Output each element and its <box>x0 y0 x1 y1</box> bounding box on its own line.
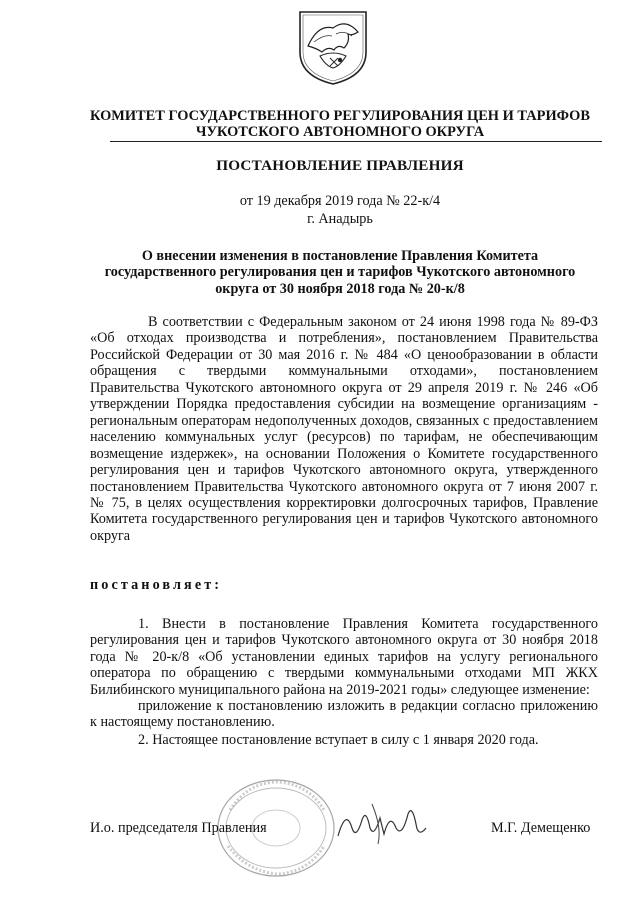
resolution-items <box>90 616 598 748</box>
signer-name: М.Г. Демещенко <box>491 820 591 836</box>
organization-name <box>80 108 600 140</box>
header-divider <box>110 141 602 142</box>
item-1: 1. Внести в постановление Правления Комитета государственного регулирования цен и тарифов Чукотского автономного округа от 30 ноября 2018 года № 20-к/8 «Об установлении единых тарифов на услугу регионального оператора по обращению с твердыми коммунальными отходами МП ЖКХ Билибинского муниципального района на 2019-2021 годы» следующее изменение: <box>90 616 598 698</box>
preamble-paragraph: В соответствии с Федеральным законом от 24 июня 1998 года № 89-ФЗ «Об отходах производства и потребления», постановлением Правительства Российской Федерации от 30 мая 2016 г. № 484 «О ценообразовании в области обращения с твердыми коммунальными отходами», постановлением Правительства Чукотского автономного округа от 29 апреля 2019 г. № 246 «Об утверждении Порядка предоставления субсидии на возмещение организациям - региональным операторам недополученных доходов, связанных с предоставлением населению коммунальных услуг (ресурсов) по тарифам, не обеспечивающим возмещение издержек», на основании Положения о Комитете государственного регулирования цен и тарифов Чукотского автономного округа, утвержденного постановлением Правительства Чукотского автономного округа от 7 июня 2007 г. № 75, в целях осуществления корректировки долгосрочных тарифов, Правление Комитета государственного регулирования цен и тарифов Чукотского автономного округа <box>90 314 598 544</box>
subject-line-3: округа от 30 ноября 2018 года № 20-к/8 <box>215 280 465 297</box>
chukotka-coat-of-arms-icon <box>294 6 372 86</box>
preamble-block <box>90 314 598 544</box>
document-city: г. Анадырь <box>307 211 373 227</box>
document-type: ПОСТАНОВЛЕНИЕ ПРАВЛЕНИЯ <box>216 157 464 174</box>
item-2: 2. Настоящее постановление вступает в силу с 1 января 2020 года. <box>138 731 539 748</box>
subject-line-2: государственного регулирования цен и тарифов Чукотского автономного <box>104 264 576 281</box>
organization-line-2: ЧУКОТСКОГО АВТОНОМНОГО ОКРУГА <box>195 124 485 140</box>
resolves-heading: постановляет: <box>90 577 223 593</box>
subject-line-1: О внесении изменения в постановление Правления Комитета <box>141 248 539 264</box>
document-date-number: от 19 декабря 2019 года № 22-к/4 <box>239 193 441 209</box>
document-subject <box>80 248 600 297</box>
signer-title: И.о. председателя Правления <box>90 820 267 836</box>
handwritten-signature-icon <box>332 798 432 848</box>
item-1-change: приложение к постановлению изложить в редакции согласно приложению к настоящему постановлению. <box>90 698 598 731</box>
organization-line-1: КОМИТЕТ ГОСУДАРСТВЕННОГО РЕГУЛИРОВАНИЯ ЦЕН И ТАРИФОВ <box>90 108 590 124</box>
